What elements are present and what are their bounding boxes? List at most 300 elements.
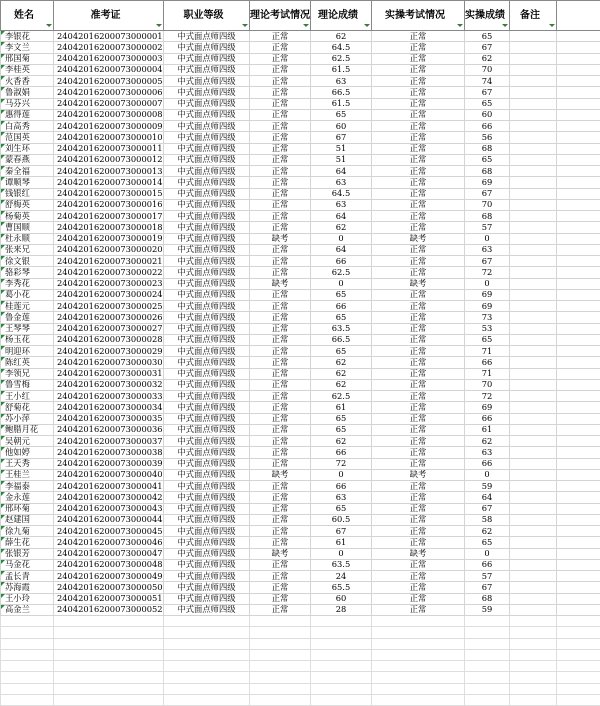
theory-score-cell[interactable]: 72 [311, 458, 372, 469]
theory-score-cell[interactable]: 62 [311, 368, 372, 379]
ticket-id-cell[interactable]: 24042016200073000006 [54, 87, 164, 98]
practice-score-cell[interactable]: 69 [465, 301, 510, 312]
note-cell[interactable] [510, 278, 557, 289]
empty-cell[interactable] [557, 661, 600, 672]
empty-cell[interactable] [465, 649, 510, 660]
blank-cell[interactable] [557, 98, 600, 109]
blank-cell[interactable] [557, 604, 600, 615]
level-cell[interactable]: 中式面点师四级 [164, 132, 250, 143]
blank-cell[interactable] [557, 323, 600, 334]
theory-score-cell[interactable]: 66.5 [311, 87, 372, 98]
name-cell[interactable]: 舒菊花 [1, 402, 54, 413]
ticket-id-cell[interactable]: 24042016200073000043 [54, 503, 164, 514]
name-cell[interactable]: 王小红 [1, 391, 54, 402]
theory-score-cell[interactable]: 64.5 [311, 42, 372, 53]
practice-status-cell[interactable]: 正常 [372, 289, 465, 300]
empty-cell[interactable] [250, 661, 311, 672]
practice-score-cell[interactable]: 0 [465, 469, 510, 480]
name-cell[interactable]: 邢国菊 [1, 53, 54, 64]
note-cell[interactable] [510, 526, 557, 537]
ticket-id-cell[interactable]: 24042016200073000013 [54, 166, 164, 177]
note-cell[interactable] [510, 402, 557, 413]
empty-cell[interactable] [311, 683, 372, 694]
practice-status-cell[interactable]: 正常 [372, 492, 465, 503]
empty-cell[interactable] [311, 649, 372, 660]
level-cell[interactable]: 中式面点师四级 [164, 188, 250, 199]
level-cell[interactable]: 中式面点师四级 [164, 211, 250, 222]
empty-cell[interactable] [54, 638, 164, 649]
theory-score-cell[interactable]: 67 [311, 526, 372, 537]
blank-cell[interactable] [557, 222, 600, 233]
level-cell[interactable]: 中式面点师四级 [164, 582, 250, 593]
practice-status-cell[interactable]: 正常 [372, 436, 465, 447]
empty-cell[interactable] [54, 661, 164, 672]
level-cell[interactable]: 中式面点师四级 [164, 222, 250, 233]
empty-cell[interactable] [510, 638, 557, 649]
name-cell[interactable]: 钱银红 [1, 188, 54, 199]
note-cell[interactable] [510, 301, 557, 312]
theory-score-cell[interactable]: 65 [311, 312, 372, 323]
ticket-id-cell[interactable]: 24042016200073000033 [54, 391, 164, 402]
blank-cell[interactable] [557, 593, 600, 604]
blank-cell[interactable] [557, 514, 600, 525]
name-cell[interactable]: 刘生环 [1, 143, 54, 154]
theory-score-cell[interactable]: 62.5 [311, 391, 372, 402]
note-cell[interactable] [510, 548, 557, 559]
theory-status-cell[interactable]: 正常 [250, 436, 311, 447]
note-cell[interactable] [510, 222, 557, 233]
name-cell[interactable]: 赵建国 [1, 514, 54, 525]
theory-score-cell[interactable]: 0 [311, 233, 372, 244]
level-cell[interactable]: 中式面点师四级 [164, 503, 250, 514]
theory-score-cell[interactable]: 63 [311, 199, 372, 210]
name-cell[interactable]: 徐文银 [1, 256, 54, 267]
ticket-id-cell[interactable]: 24042016200073000012 [54, 154, 164, 165]
practice-status-cell[interactable]: 正常 [372, 53, 465, 64]
theory-score-cell[interactable]: 51 [311, 154, 372, 165]
blank-cell[interactable] [557, 132, 600, 143]
empty-cell[interactable] [510, 672, 557, 683]
practice-status-cell[interactable]: 正常 [372, 458, 465, 469]
practice-status-cell[interactable]: 正常 [372, 166, 465, 177]
practice-score-cell[interactable]: 74 [465, 76, 510, 87]
ticket-id-cell[interactable]: 24042016200073000049 [54, 571, 164, 582]
note-cell[interactable] [510, 436, 557, 447]
blank-cell[interactable] [557, 379, 600, 390]
empty-cell[interactable] [164, 683, 250, 694]
empty-cell[interactable] [465, 616, 510, 627]
note-cell[interactable] [510, 109, 557, 120]
theory-score-cell[interactable]: 65 [311, 424, 372, 435]
theory-score-cell[interactable]: 62 [311, 436, 372, 447]
empty-cell[interactable] [465, 627, 510, 638]
empty-cell[interactable] [311, 616, 372, 627]
theory-status-cell[interactable]: 正常 [250, 559, 311, 570]
ticket-id-cell[interactable]: 24042016200073000025 [54, 301, 164, 312]
empty-cell[interactable] [1, 694, 54, 705]
ticket-id-cell[interactable]: 24042016200073000023 [54, 278, 164, 289]
practice-status-cell[interactable]: 正常 [372, 31, 465, 42]
header-name[interactable] [1, 1, 54, 31]
note-cell[interactable] [510, 571, 557, 582]
practice-score-cell[interactable]: 62 [465, 53, 510, 64]
level-cell[interactable]: 中式面点师四级 [164, 391, 250, 402]
theory-status-cell[interactable]: 正常 [250, 334, 311, 345]
practice-status-cell[interactable]: 正常 [372, 42, 465, 53]
level-cell[interactable]: 中式面点师四级 [164, 571, 250, 582]
note-cell[interactable] [510, 244, 557, 255]
name-cell[interactable]: 蒙春燕 [1, 154, 54, 165]
practice-score-cell[interactable]: 67 [465, 582, 510, 593]
blank-cell[interactable] [557, 166, 600, 177]
name-cell[interactable]: 邢环菊 [1, 503, 54, 514]
level-cell[interactable]: 中式面点师四级 [164, 256, 250, 267]
practice-score-cell[interactable]: 59 [465, 604, 510, 615]
theory-status-cell[interactable]: 正常 [250, 323, 311, 334]
theory-status-cell[interactable]: 正常 [250, 132, 311, 143]
practice-status-cell[interactable]: 正常 [372, 559, 465, 570]
blank-cell[interactable] [557, 413, 600, 424]
practice-score-cell[interactable]: 57 [465, 222, 510, 233]
practice-status-cell[interactable]: 正常 [372, 334, 465, 345]
practice-status-cell[interactable]: 正常 [372, 379, 465, 390]
theory-status-cell[interactable]: 缺考 [250, 278, 311, 289]
blank-cell[interactable] [557, 334, 600, 345]
empty-cell[interactable] [250, 683, 311, 694]
empty-cell[interactable] [250, 672, 311, 683]
practice-score-cell[interactable]: 66 [465, 121, 510, 132]
theory-score-cell[interactable]: 66 [311, 481, 372, 492]
empty-cell[interactable] [557, 694, 600, 705]
practice-status-cell[interactable]: 正常 [372, 357, 465, 368]
note-cell[interactable] [510, 346, 557, 357]
empty-cell[interactable] [54, 616, 164, 627]
practice-status-cell[interactable]: 正常 [372, 604, 465, 615]
practice-status-cell[interactable]: 正常 [372, 413, 465, 424]
blank-cell[interactable] [557, 289, 600, 300]
theory-score-cell[interactable]: 67 [311, 132, 372, 143]
note-cell[interactable] [510, 267, 557, 278]
name-cell[interactable]: 李桂英 [1, 64, 54, 75]
practice-score-cell[interactable]: 69 [465, 289, 510, 300]
empty-cell[interactable] [557, 638, 600, 649]
note-cell[interactable] [510, 447, 557, 458]
practice-score-cell[interactable]: 66 [465, 458, 510, 469]
practice-score-cell[interactable]: 0 [465, 278, 510, 289]
practice-status-cell[interactable]: 正常 [372, 121, 465, 132]
theory-status-cell[interactable]: 正常 [250, 87, 311, 98]
blank-cell[interactable] [557, 469, 600, 480]
theory-score-cell[interactable]: 61.5 [311, 98, 372, 109]
level-cell[interactable]: 中式面点师四级 [164, 53, 250, 64]
ticket-id-cell[interactable]: 24042016200073000042 [54, 492, 164, 503]
level-cell[interactable]: 中式面点师四级 [164, 537, 250, 548]
name-cell[interactable]: 王天秀 [1, 458, 54, 469]
name-cell[interactable]: 骆彩琴 [1, 267, 54, 278]
practice-score-cell[interactable]: 70 [465, 64, 510, 75]
level-cell[interactable]: 中式面点师四级 [164, 109, 250, 120]
level-cell[interactable]: 中式面点师四级 [164, 64, 250, 75]
empty-cell[interactable] [372, 661, 465, 672]
blank-cell[interactable] [557, 177, 600, 188]
theory-score-cell[interactable]: 63 [311, 76, 372, 87]
empty-cell[interactable] [164, 627, 250, 638]
ticket-id-cell[interactable]: 24042016200073000036 [54, 424, 164, 435]
practice-status-cell[interactable]: 正常 [372, 571, 465, 582]
empty-cell[interactable] [1, 649, 54, 660]
name-cell[interactable]: 马金花 [1, 559, 54, 570]
theory-status-cell[interactable]: 缺考 [250, 233, 311, 244]
theory-score-cell[interactable]: 63 [311, 492, 372, 503]
practice-score-cell[interactable]: 61 [465, 424, 510, 435]
theory-score-cell[interactable]: 66 [311, 301, 372, 312]
empty-cell[interactable] [372, 683, 465, 694]
empty-cell[interactable] [311, 672, 372, 683]
practice-score-cell[interactable]: 70 [465, 379, 510, 390]
blank-cell[interactable] [557, 368, 600, 379]
ticket-id-cell[interactable]: 24042016200073000050 [54, 582, 164, 593]
blank-cell[interactable] [557, 199, 600, 210]
header-ticket-id[interactable] [54, 1, 164, 31]
theory-status-cell[interactable]: 正常 [250, 593, 311, 604]
name-cell[interactable]: 王小玲 [1, 593, 54, 604]
level-cell[interactable]: 中式面点师四级 [164, 514, 250, 525]
practice-status-cell[interactable]: 正常 [372, 256, 465, 267]
level-cell[interactable]: 中式面点师四级 [164, 458, 250, 469]
theory-status-cell[interactable]: 正常 [250, 143, 311, 154]
practice-score-cell[interactable]: 65 [465, 98, 510, 109]
practice-score-cell[interactable]: 69 [465, 402, 510, 413]
ticket-id-cell[interactable]: 24042016200073000032 [54, 379, 164, 390]
level-cell[interactable]: 中式面点师四级 [164, 357, 250, 368]
theory-score-cell[interactable]: 28 [311, 604, 372, 615]
theory-status-cell[interactable]: 正常 [250, 42, 311, 53]
practice-status-cell[interactable]: 正常 [372, 582, 465, 593]
ticket-id-cell[interactable]: 24042016200073000001 [54, 31, 164, 42]
note-cell[interactable] [510, 53, 557, 64]
theory-status-cell[interactable]: 正常 [250, 121, 311, 132]
practice-score-cell[interactable]: 67 [465, 256, 510, 267]
ticket-id-cell[interactable]: 24042016200073000008 [54, 109, 164, 120]
practice-status-cell[interactable]: 正常 [372, 87, 465, 98]
theory-status-cell[interactable]: 正常 [250, 514, 311, 525]
note-cell[interactable] [510, 132, 557, 143]
name-cell[interactable]: 舒梅英 [1, 199, 54, 210]
ticket-id-cell[interactable]: 24042016200073000052 [54, 604, 164, 615]
empty-cell[interactable] [465, 638, 510, 649]
empty-cell[interactable] [250, 649, 311, 660]
theory-status-cell[interactable]: 正常 [250, 402, 311, 413]
blank-cell[interactable] [557, 87, 600, 98]
level-cell[interactable]: 中式面点师四级 [164, 481, 250, 492]
theory-status-cell[interactable]: 正常 [250, 222, 311, 233]
ticket-id-cell[interactable]: 24042016200073000014 [54, 177, 164, 188]
note-cell[interactable] [510, 604, 557, 615]
empty-cell[interactable] [164, 661, 250, 672]
name-cell[interactable]: 李银花 [1, 31, 54, 42]
empty-cell[interactable] [1, 616, 54, 627]
ticket-id-cell[interactable]: 24042016200073000026 [54, 312, 164, 323]
blank-cell[interactable] [557, 121, 600, 132]
level-cell[interactable]: 中式面点师四级 [164, 368, 250, 379]
blank-cell[interactable] [557, 481, 600, 492]
filter-dropdown-icon[interactable] [548, 22, 555, 29]
theory-status-cell[interactable]: 正常 [250, 76, 311, 87]
name-cell[interactable]: 曹国顺 [1, 222, 54, 233]
theory-score-cell[interactable]: 65.5 [311, 582, 372, 593]
practice-score-cell[interactable]: 64 [465, 492, 510, 503]
empty-cell[interactable] [557, 616, 600, 627]
note-cell[interactable] [510, 233, 557, 244]
blank-cell[interactable] [557, 402, 600, 413]
practice-score-cell[interactable]: 68 [465, 166, 510, 177]
practice-status-cell[interactable]: 正常 [372, 424, 465, 435]
practice-status-cell[interactable]: 正常 [372, 154, 465, 165]
blank-cell[interactable] [557, 436, 600, 447]
practice-status-cell[interactable]: 正常 [372, 143, 465, 154]
theory-status-cell[interactable]: 正常 [250, 582, 311, 593]
name-cell[interactable]: 苏小萍 [1, 413, 54, 424]
name-cell[interactable]: 杨菊英 [1, 211, 54, 222]
ticket-id-cell[interactable]: 24042016200073000003 [54, 53, 164, 64]
theory-score-cell[interactable]: 65 [311, 413, 372, 424]
practice-score-cell[interactable]: 63 [465, 447, 510, 458]
name-cell[interactable]: 鲍腊月花 [1, 424, 54, 435]
practice-status-cell[interactable]: 正常 [372, 177, 465, 188]
level-cell[interactable]: 中式面点师四级 [164, 469, 250, 480]
theory-status-cell[interactable]: 正常 [250, 98, 311, 109]
practice-score-cell[interactable]: 72 [465, 391, 510, 402]
empty-cell[interactable] [164, 616, 250, 627]
level-cell[interactable]: 中式面点师四级 [164, 199, 250, 210]
name-cell[interactable]: 马芬兴 [1, 98, 54, 109]
empty-cell[interactable] [1, 638, 54, 649]
ticket-id-cell[interactable]: 24042016200073000034 [54, 402, 164, 413]
note-cell[interactable] [510, 593, 557, 604]
blank-cell[interactable] [557, 312, 600, 323]
level-cell[interactable]: 中式面点师四级 [164, 548, 250, 559]
blank-cell[interactable] [557, 109, 600, 120]
level-cell[interactable]: 中式面点师四级 [164, 346, 250, 357]
theory-status-cell[interactable]: 正常 [250, 503, 311, 514]
practice-status-cell[interactable]: 正常 [372, 199, 465, 210]
name-cell[interactable]: 徐九菊 [1, 526, 54, 537]
empty-cell[interactable] [250, 627, 311, 638]
note-cell[interactable] [510, 42, 557, 53]
ticket-id-cell[interactable]: 24042016200073000024 [54, 289, 164, 300]
blank-cell[interactable] [557, 301, 600, 312]
level-cell[interactable]: 中式面点师四级 [164, 593, 250, 604]
note-cell[interactable] [510, 492, 557, 503]
theory-status-cell[interactable]: 正常 [250, 267, 311, 278]
empty-cell[interactable] [1, 672, 54, 683]
blank-cell[interactable] [557, 526, 600, 537]
practice-status-cell[interactable]: 正常 [372, 447, 465, 458]
practice-status-cell[interactable]: 正常 [372, 267, 465, 278]
theory-status-cell[interactable]: 正常 [250, 289, 311, 300]
ticket-id-cell[interactable]: 24042016200073000051 [54, 593, 164, 604]
theory-status-cell[interactable]: 正常 [250, 447, 311, 458]
empty-cell[interactable] [311, 638, 372, 649]
empty-cell[interactable] [250, 694, 311, 705]
empty-cell[interactable] [510, 616, 557, 627]
theory-status-cell[interactable]: 正常 [250, 109, 311, 120]
blank-cell[interactable] [557, 559, 600, 570]
practice-status-cell[interactable]: 正常 [372, 526, 465, 537]
note-cell[interactable] [510, 256, 557, 267]
blank-cell[interactable] [557, 256, 600, 267]
ticket-id-cell[interactable]: 24042016200073000047 [54, 548, 164, 559]
blank-cell[interactable] [557, 548, 600, 559]
blank-cell[interactable] [557, 154, 600, 165]
blank-cell[interactable] [557, 244, 600, 255]
header-blank[interactable] [557, 1, 600, 31]
level-cell[interactable]: 中式面点师四级 [164, 312, 250, 323]
practice-score-cell[interactable]: 57 [465, 571, 510, 582]
ticket-id-cell[interactable]: 24042016200073000017 [54, 211, 164, 222]
name-cell[interactable]: 火香香 [1, 76, 54, 87]
name-cell[interactable]: 李秀花 [1, 278, 54, 289]
theory-status-cell[interactable]: 正常 [250, 537, 311, 548]
theory-status-cell[interactable]: 正常 [250, 492, 311, 503]
note-cell[interactable] [510, 76, 557, 87]
empty-cell[interactable] [164, 694, 250, 705]
practice-score-cell[interactable]: 59 [465, 481, 510, 492]
ticket-id-cell[interactable]: 24042016200073000041 [54, 481, 164, 492]
theory-status-cell[interactable]: 正常 [250, 301, 311, 312]
note-cell[interactable] [510, 481, 557, 492]
practice-score-cell[interactable]: 66 [465, 559, 510, 570]
empty-cell[interactable] [465, 683, 510, 694]
theory-score-cell[interactable]: 60 [311, 593, 372, 604]
filter-dropdown-icon[interactable] [45, 22, 52, 29]
empty-cell[interactable] [510, 627, 557, 638]
name-cell[interactable]: 薛生花 [1, 537, 54, 548]
ticket-id-cell[interactable]: 24042016200073000018 [54, 222, 164, 233]
filter-dropdown-icon[interactable] [456, 22, 463, 29]
ticket-id-cell[interactable]: 24042016200073000044 [54, 514, 164, 525]
empty-cell[interactable] [557, 672, 600, 683]
blank-cell[interactable] [557, 233, 600, 244]
note-cell[interactable] [510, 458, 557, 469]
note-cell[interactable] [510, 64, 557, 75]
practice-status-cell[interactable]: 正常 [372, 98, 465, 109]
name-cell[interactable]: 杜永顺 [1, 233, 54, 244]
ticket-id-cell[interactable]: 24042016200073000029 [54, 346, 164, 357]
name-cell[interactable]: 陈红英 [1, 357, 54, 368]
ticket-id-cell[interactable]: 24042016200073000038 [54, 447, 164, 458]
note-cell[interactable] [510, 312, 557, 323]
empty-cell[interactable] [465, 672, 510, 683]
ticket-id-cell[interactable]: 24042016200073000037 [54, 436, 164, 447]
name-cell[interactable]: 范国英 [1, 132, 54, 143]
theory-score-cell[interactable]: 0 [311, 469, 372, 480]
header-level[interactable] [164, 1, 250, 31]
header-practice-score[interactable] [465, 1, 510, 31]
filter-dropdown-icon[interactable] [155, 22, 162, 29]
empty-cell[interactable] [372, 694, 465, 705]
header-theory-status[interactable] [250, 1, 311, 31]
practice-score-cell[interactable]: 62 [465, 526, 510, 537]
practice-status-cell[interactable]: 正常 [372, 514, 465, 525]
practice-status-cell[interactable]: 正常 [372, 537, 465, 548]
level-cell[interactable]: 中式面点师四级 [164, 177, 250, 188]
ticket-id-cell[interactable]: 24042016200073000004 [54, 64, 164, 75]
blank-cell[interactable] [557, 76, 600, 87]
theory-status-cell[interactable]: 正常 [250, 458, 311, 469]
empty-cell[interactable] [1, 683, 54, 694]
header-theory-score[interactable] [311, 1, 372, 31]
